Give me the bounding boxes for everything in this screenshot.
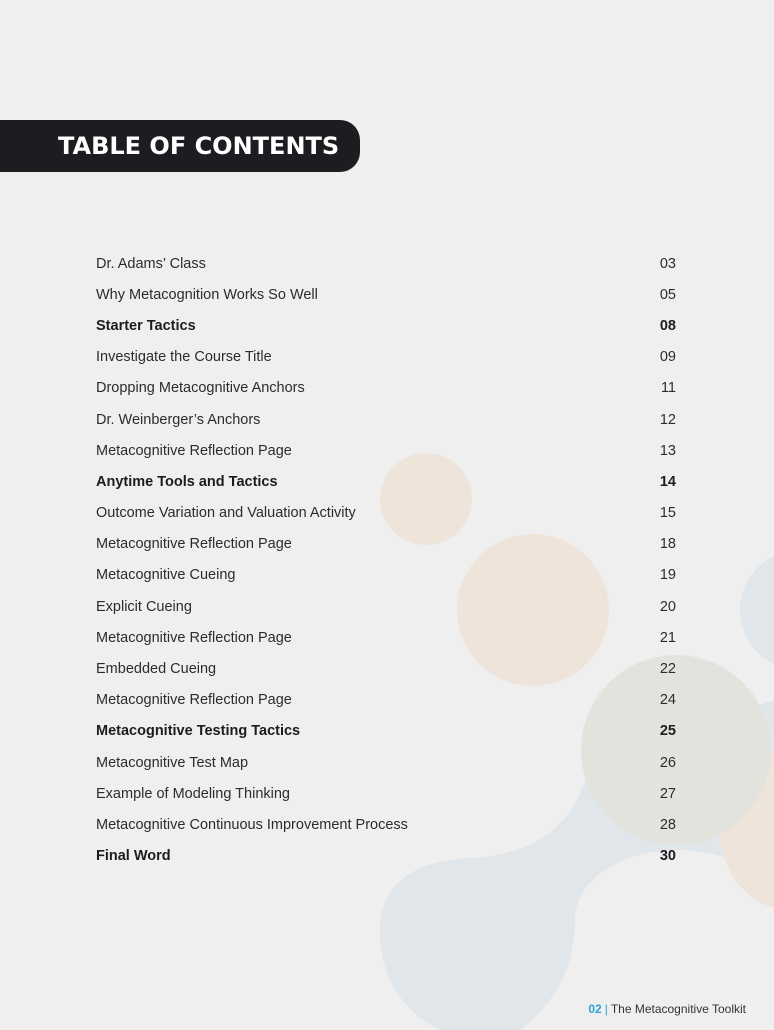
footer-separator: |: [604, 1002, 608, 1016]
toc-entry-page: 08: [659, 317, 676, 334]
toc-entry[interactable]: [96, 591, 676, 622]
toc-entry[interactable]: [96, 622, 676, 653]
toc-entry-page: 11: [660, 380, 676, 397]
toc-entry-page: 26: [659, 754, 676, 771]
toc-entry-page: 18: [659, 536, 676, 553]
toc-entry-page: 22: [659, 661, 676, 678]
toc-entry-label: Metacognitive Test Map: [96, 754, 249, 771]
toc-section-heading[interactable]: [96, 310, 676, 341]
toc-section-heading[interactable]: [96, 716, 676, 747]
toc-section-heading[interactable]: [96, 466, 676, 497]
toc-entry-page: 15: [659, 505, 676, 522]
toc-entry[interactable]: [96, 653, 676, 684]
toc-entry-page: 03: [659, 255, 676, 272]
toc-entry[interactable]: [96, 809, 676, 840]
toc-entry-page: 30: [659, 848, 676, 865]
toc-entry[interactable]: [96, 373, 676, 404]
toc-entry-label: Embedded Cueing: [96, 661, 217, 678]
toc-entry-page: 21: [659, 629, 676, 646]
toc-entry-label: Outcome Variation and Valuation Activity: [96, 505, 356, 522]
footer-page-number: 02: [588, 1002, 602, 1016]
toc-entry[interactable]: [96, 747, 676, 778]
toc-entry-label: Metacognitive Reflection Page: [96, 442, 292, 459]
toc-entry-page: 28: [659, 816, 676, 833]
toc-entry-label: Final Word: [96, 848, 171, 865]
page-footer: [588, 1002, 746, 1016]
toc-entry-page: 19: [659, 567, 676, 584]
toc-entry-label: Dr. Adams’ Class: [96, 255, 206, 272]
toc-entry-page: 25: [659, 723, 676, 740]
toc-entry-label: Investigate the Course Title: [96, 349, 272, 366]
toc-entry[interactable]: [96, 498, 676, 529]
page-title: TABLE OF CONTENTS: [58, 132, 340, 160]
toc-section-heading[interactable]: [96, 841, 676, 872]
toc-entry-label: Dropping Metacognitive Anchors: [96, 380, 305, 397]
toc-entry-page: 05: [659, 286, 676, 303]
toc-entry-label: Explicit Cueing: [96, 598, 192, 615]
toc-list: [96, 248, 676, 872]
toc-entry[interactable]: [96, 685, 676, 716]
toc-entry[interactable]: [96, 279, 676, 310]
toc-entry-label: Metacognitive Continuous Improvement Process: [96, 816, 408, 833]
toc-entry-page: 27: [659, 785, 676, 802]
toc-entry[interactable]: [96, 560, 676, 591]
toc-entry-label: Dr. Weinberger’s Anchors: [96, 411, 261, 428]
toc-entry-page: 13: [659, 442, 676, 459]
toc-entry[interactable]: [96, 435, 676, 466]
toc-entry-label: Starter Tactics: [96, 317, 196, 334]
toc-entry-label: Metacognitive Reflection Page: [96, 629, 292, 646]
title-banner: [0, 120, 360, 172]
toc-entry-label: Metacognitive Reflection Page: [96, 536, 292, 553]
toc-entry-label: Why Metacognition Works So Well: [96, 286, 318, 303]
toc-entry-page: 14: [659, 473, 676, 490]
toc-entry-label: Anytime Tools and Tactics: [96, 473, 278, 490]
toc-entry[interactable]: [96, 248, 676, 279]
toc-entry-label: Metacognitive Reflection Page: [96, 692, 292, 709]
toc-entry-label: Example of Modeling Thinking: [96, 785, 290, 802]
toc-entry-label: Metacognitive Cueing: [96, 567, 236, 584]
toc-entry[interactable]: [96, 529, 676, 560]
toc-entry[interactable]: [96, 778, 676, 809]
toc-entry-page: 12: [659, 411, 676, 428]
footer-book-title: The Metacognitive Toolkit: [610, 1002, 746, 1016]
toc-entry[interactable]: [96, 404, 676, 435]
toc-entry-page: 24: [659, 692, 676, 709]
toc-entry-page: 20: [659, 598, 676, 615]
toc-entry-page: 09: [659, 349, 676, 366]
toc-entry[interactable]: [96, 342, 676, 373]
toc-entry-label: Metacognitive Testing Tactics: [96, 723, 301, 740]
